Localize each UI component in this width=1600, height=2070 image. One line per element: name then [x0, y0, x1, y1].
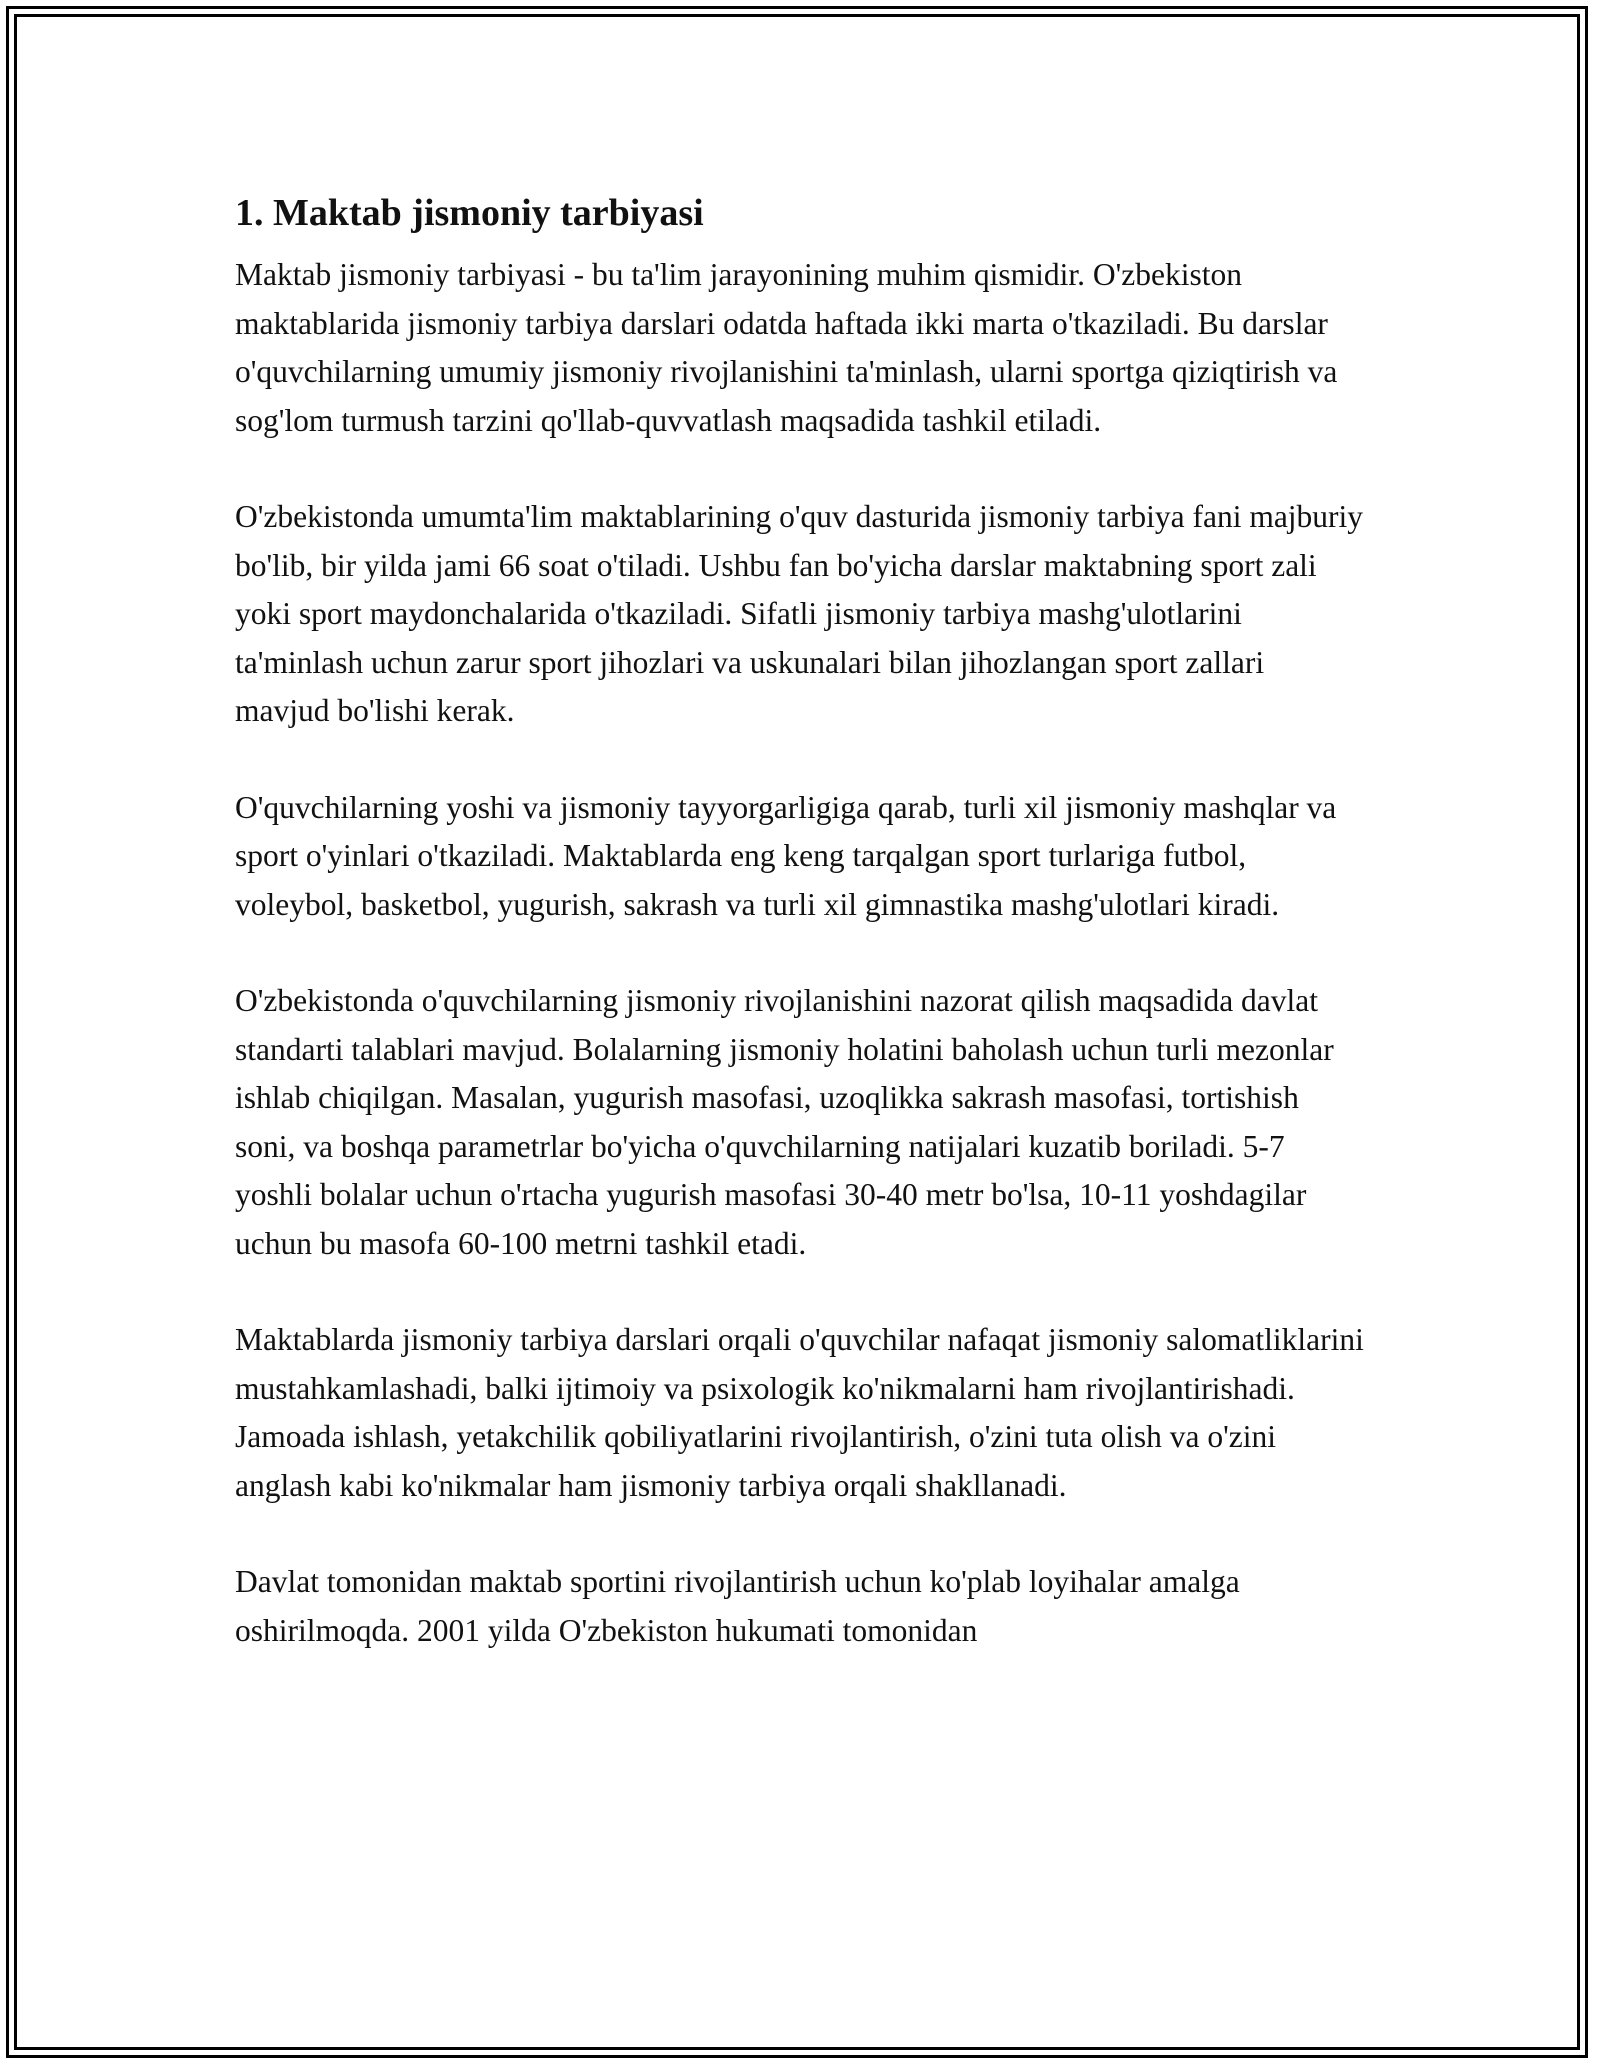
paragraph-3: O'quvchilarning yoshi va jismoniy tayyorgarligiga qarab, turli xil jismoniy mashqlar va sport o'yinlari o'tkaziladi. Maktablarda eng keng tarqalgan sport turlariga futbol, voleybol, basketbol, yugurish, sakrash va turli xil gimnastika mashg'ulotlari kiradi. [235, 789, 1337, 922]
paragraph-4: O'zbekistonda o'quvchilarning jismoniy rivojlanishini nazorat qilish maqsadida davlat standarti talablari mavjud. Bolalarning jismoniy holatini baholash uchun turli mezonlar ishlab chiqilgan. Masalan, yugurish masofasi, uzoqlikka sakrash masofasi, tortishish soni, va boshqa parametrlar bo'yicha o'quvchilarning natijalari kuzatib boriladi. 5-7 yoshli bolalar uchun o'rtacha yugurish masofasi 30-40 metr bo'lsa, 10-11 yoshdagilar uchun bu masofa 60-100 metrni tashkil etadi. [235, 983, 1334, 1261]
paragraph-6: Davlat tomonidan maktab sportini rivojlantirish uchun ko'plab loyihalar amalga oshirilmoqda. 2001 yilda O'zbekiston hukumati tomonidan [235, 1564, 1240, 1648]
section-heading: 1. Maktab jismoniy tarbiyasi [235, 192, 704, 234]
paragraph-2: O'zbekistonda umumta'lim maktablarining o'quv dasturida jismoniy tarbiya fani majburiy bo'lib, bir yilda jami 66 soat o'tiladi. Ushbu fan bo'yicha darslar maktabning sport zali yoki sport maydonchalarida o'tkaziladi. Sifatli jismoniy tarbiya mashg'ulotlarini ta'minlash uchun zarur sport jihozlari va uskunalari bilan jihozlangan sport zallari mavjud bo'lishi kerak. [235, 499, 1364, 728]
document-body [235, 185, 1365, 1703]
paragraph-5: Maktablarda jismoniy tarbiya darslari orqali o'quvchilar nafaqat jismoniy salomatliklarini mustahkamlashadi, balki ijtimoiy va psixologik ko'nikmalarni ham rivojlantirishadi. Jamoada ishlash, yetakchilik qobiliyatlarini rivojlantirish, o'zini tuta olish va o'zini anglash kabi ko'nikmalar ham jismoniy tarbiya orqali shakllanadi. [235, 1322, 1364, 1503]
paragraph-1: Maktab jismoniy tarbiyasi - bu ta'lim jarayonining muhim qismidir. O'zbekiston maktablarida jismoniy tarbiya darslari odatda haftada ikki marta o'tkaziladi. Bu darslar o'quvchilarning umumiy jismoniy rivojlanishini ta'minlash, ularni sportga qiziqtirish va sog'lom turmush tarzini qo'llab-quvvatlash maqsadida tashkil etiladi. [235, 257, 1338, 438]
